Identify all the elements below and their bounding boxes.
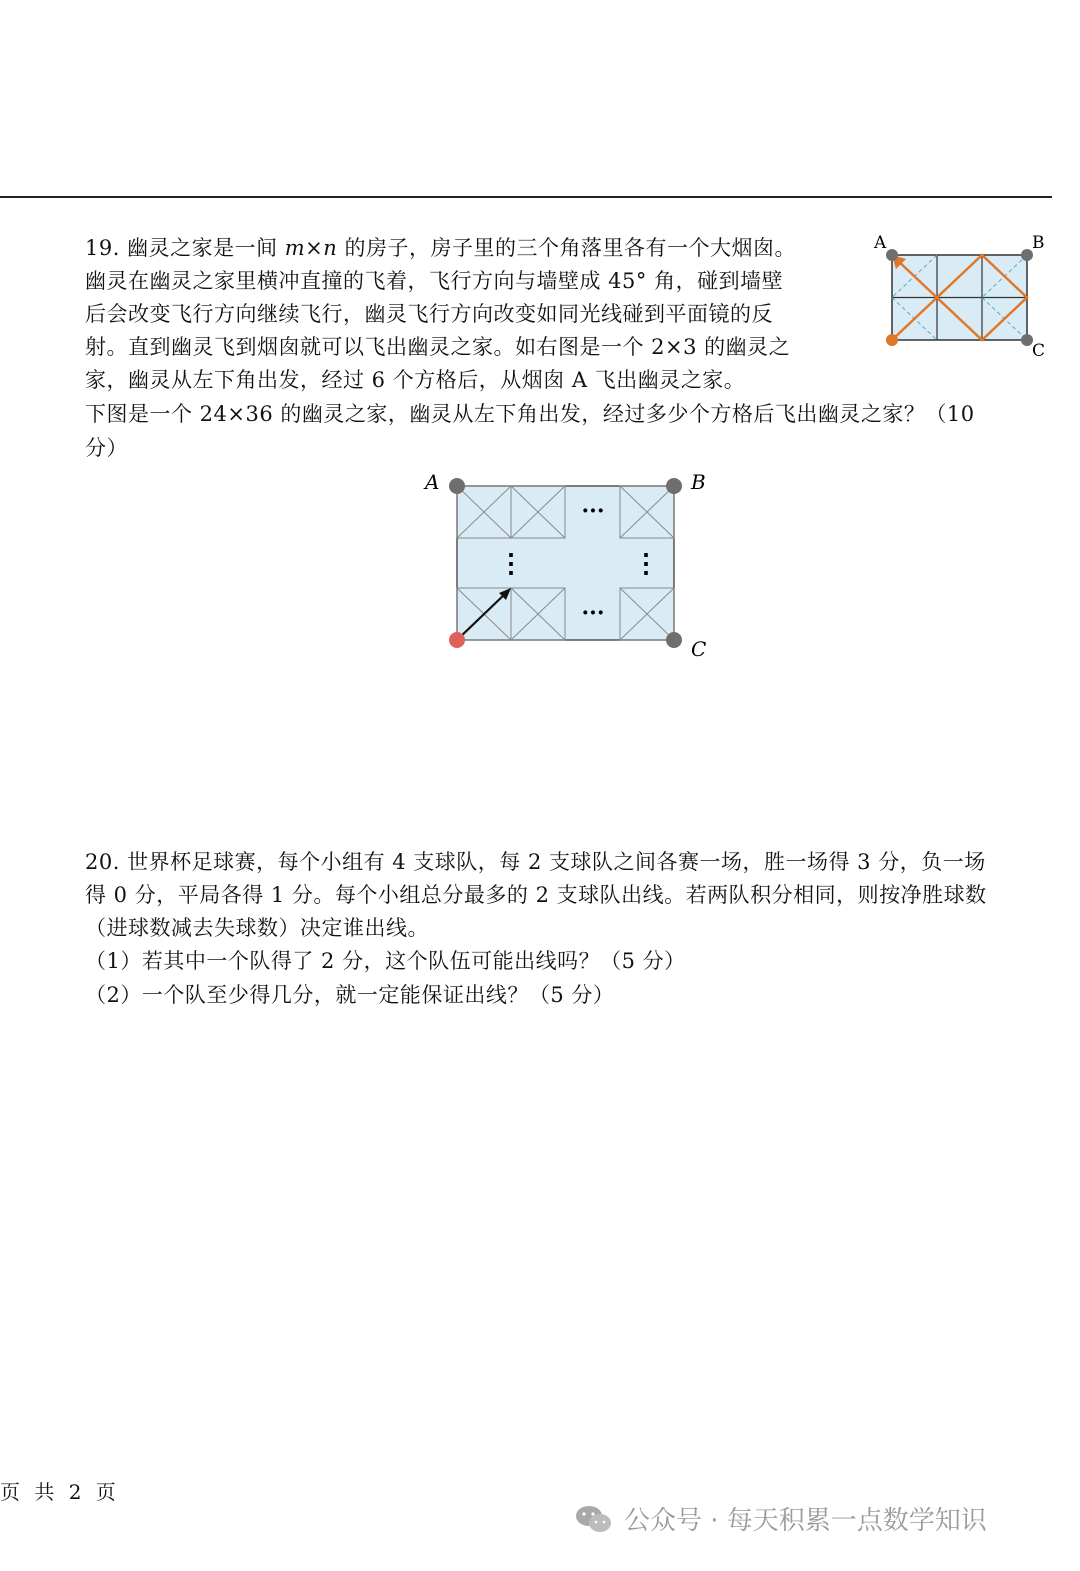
big-chimney-c-icon (666, 632, 682, 648)
wechat-icon (574, 1504, 614, 1534)
big-label-b: B (691, 470, 706, 494)
big-ghost-house-figure (415, 466, 715, 666)
big-ellipsis-right: ⋮ (633, 549, 659, 579)
q20-part-2: （2）一个队至少得几分，就一定能保证出线？（5 分） (85, 983, 615, 1007)
watermark (574, 1500, 987, 1537)
big-chimney-b-icon (666, 478, 682, 494)
start-point-icon (886, 334, 898, 346)
watermark-text: 公众号 · 每天积累一点数学知识 (624, 1506, 987, 1536)
big-ellipsis-left: ⋮ (498, 549, 524, 579)
q19-line-4: 射。直到幽灵飞到烟囱就可以飞出幽灵之家。如右图是一个 2×3 的幽灵之 (85, 335, 791, 359)
q19-line-3: 后会改变飞行方向继续飞行，幽灵飞行方向改变如同光线碰到平面镜的反 (85, 302, 773, 326)
small-label-b: B (1032, 233, 1045, 253)
q19-line-7: 分） (85, 436, 128, 460)
q19-line-6: 下图是一个 24×36 的幽灵之家，幽灵从左下角出发，经过多少个方格后飞出幽灵之家？（10 (85, 402, 975, 426)
q20-line-1: 20. 世界杯足球赛，每个小组有 4 支球队，每 2 支球队之间各赛一场，胜一场得 3 分，负一场 (85, 850, 986, 874)
big-chimney-a-icon (449, 478, 465, 494)
big-label-a: A (425, 470, 440, 494)
big-start-point-icon (449, 632, 465, 648)
big-ellipsis-bottom: ··· (581, 600, 605, 626)
small-ghost-house-figure (872, 228, 1052, 358)
small-label-a: A (874, 233, 887, 253)
q20-part-1: （1）若其中一个队得了 2 分，这个队伍可能出线吗？（5 分） (85, 949, 686, 973)
header-rule (0, 196, 1052, 198)
big-label-c: C (691, 637, 707, 661)
q19-line-1: 19. 幽灵之家是一间 m×n 的房子，房子里的三个角落里各有一个大烟囱。 (85, 236, 796, 260)
var-m: m (284, 236, 306, 260)
q20-line-2: 得 0 分，平局各得 1 分。每个小组总分最多的 2 支球队出线。若两队积分相同，则按净胜球数 (85, 883, 987, 907)
small-label-c: C (1032, 341, 1046, 358)
q19-line-5: 家，幽灵从左下角出发，经过 6 个方格后，从烟囱 A 飞出幽灵之家。 (85, 368, 746, 392)
q19-line-2: 幽灵在幽灵之家里横冲直撞的飞着，飞行方向与墙壁成 45° 角，碰到墙壁 (85, 269, 784, 293)
big-ellipsis-top: ··· (581, 498, 605, 524)
page-footer: 页 共 2 页 (0, 1480, 120, 1504)
q20-line-3: （进球数减去失球数）决定谁出线。 (85, 916, 429, 940)
chimney-a-icon (886, 249, 898, 261)
var-n: n (323, 236, 338, 260)
